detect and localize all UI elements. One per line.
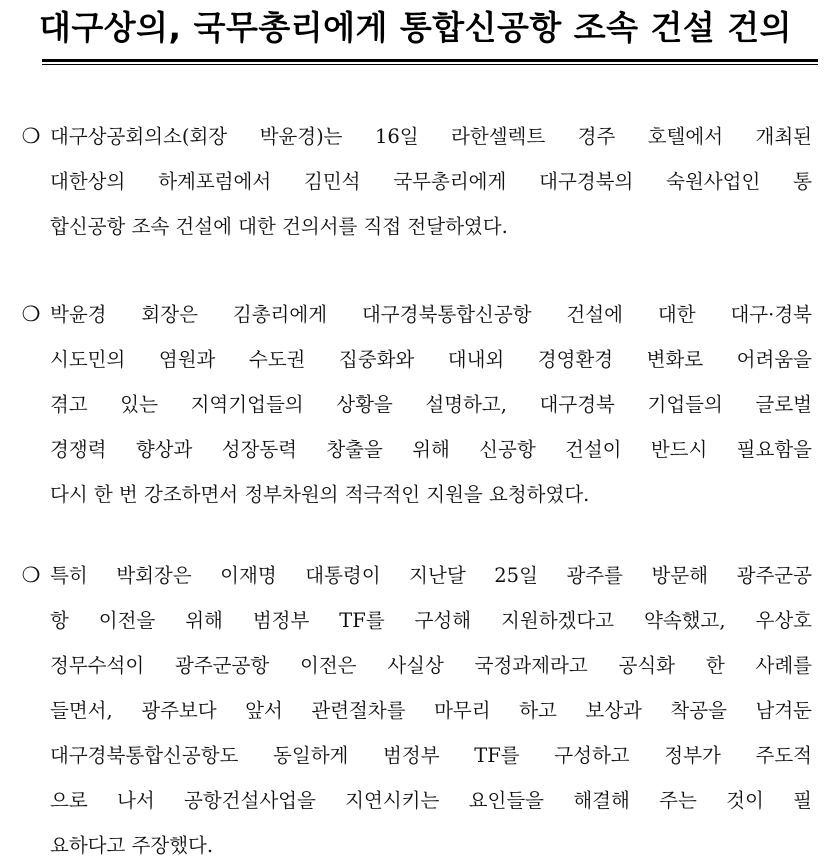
bullet-circle-icon: ❍ <box>21 302 41 326</box>
paragraph-line: 정무수석이 광주군공항 이전은 사실상 국정과제라고 공식화 한 사례를 <box>50 654 812 677</box>
document-title: 대구상의, 국무총리에게 통합신공항 조속 건설 건의 <box>39 8 792 47</box>
paragraph-line: 겪고 있는 지역기업들의 상황을 설명하고, 대구경북 기업들의 글로벌 <box>50 393 812 416</box>
paragraph-line: 경쟁력 향상과 성장동력 창출을 위해 신공항 건설이 반드시 필요함을 <box>50 438 812 461</box>
paragraph-line: 대구상공회의소(회장 박윤경)는 16일 라한셀렉트 경주 호텔에서 개최된 <box>50 125 812 148</box>
paragraph-line: 박윤경 회장은 김총리에게 대구경북통합신공항 건설에 대한 대구·경북 <box>50 303 812 326</box>
paragraph-line: 특히 박회장은 이재명 대통령이 지난달 25일 광주를 방문해 광주군공 <box>50 564 812 587</box>
paragraph-line: 시도민의 염원과 수도권 집중화와 대내외 경영환경 변화로 어려움을 <box>50 348 812 371</box>
paragraph-line: 들면서, 광주보다 앞서 관련절차를 마무리 하고 보상과 착공을 남겨둔 <box>50 699 812 722</box>
paragraph-1 <box>20 114 812 249</box>
paragraph-line: 대구경북통합신공항도 동일하게 범정부 TF를 구성하고 정부가 주도적 <box>50 744 812 767</box>
paragraph-line: 다시 한 번 강조하면서 정부차원의 적극적인 지원을 요청하였다. <box>50 483 590 506</box>
paragraph-line: 대한상의 하계포럼에서 김민석 국무총리에게 대구경북의 숙원사업인 통 <box>50 170 812 193</box>
paragraph-3 <box>20 553 812 868</box>
paragraph-line: 요하다고 주장했다. <box>50 834 214 857</box>
bullet-circle-icon: ❍ <box>21 124 41 148</box>
paragraph-line: 항 이전을 위해 범정부 TF를 구성해 지원하겠다고 약속했고, 우상호 <box>50 609 812 632</box>
title-rule-thin <box>42 64 818 65</box>
bullet-circle-icon: ❍ <box>21 563 41 587</box>
paragraph-2 <box>20 292 812 517</box>
paragraph-line: 으로 나서 공항건설사업을 지연시키는 요인들을 해결해 주는 것이 필 <box>50 789 812 812</box>
title-rule-thick <box>42 59 818 62</box>
paragraph-line: 합신공항 조속 건설에 대한 건의서를 직접 전달하였다. <box>50 215 508 238</box>
